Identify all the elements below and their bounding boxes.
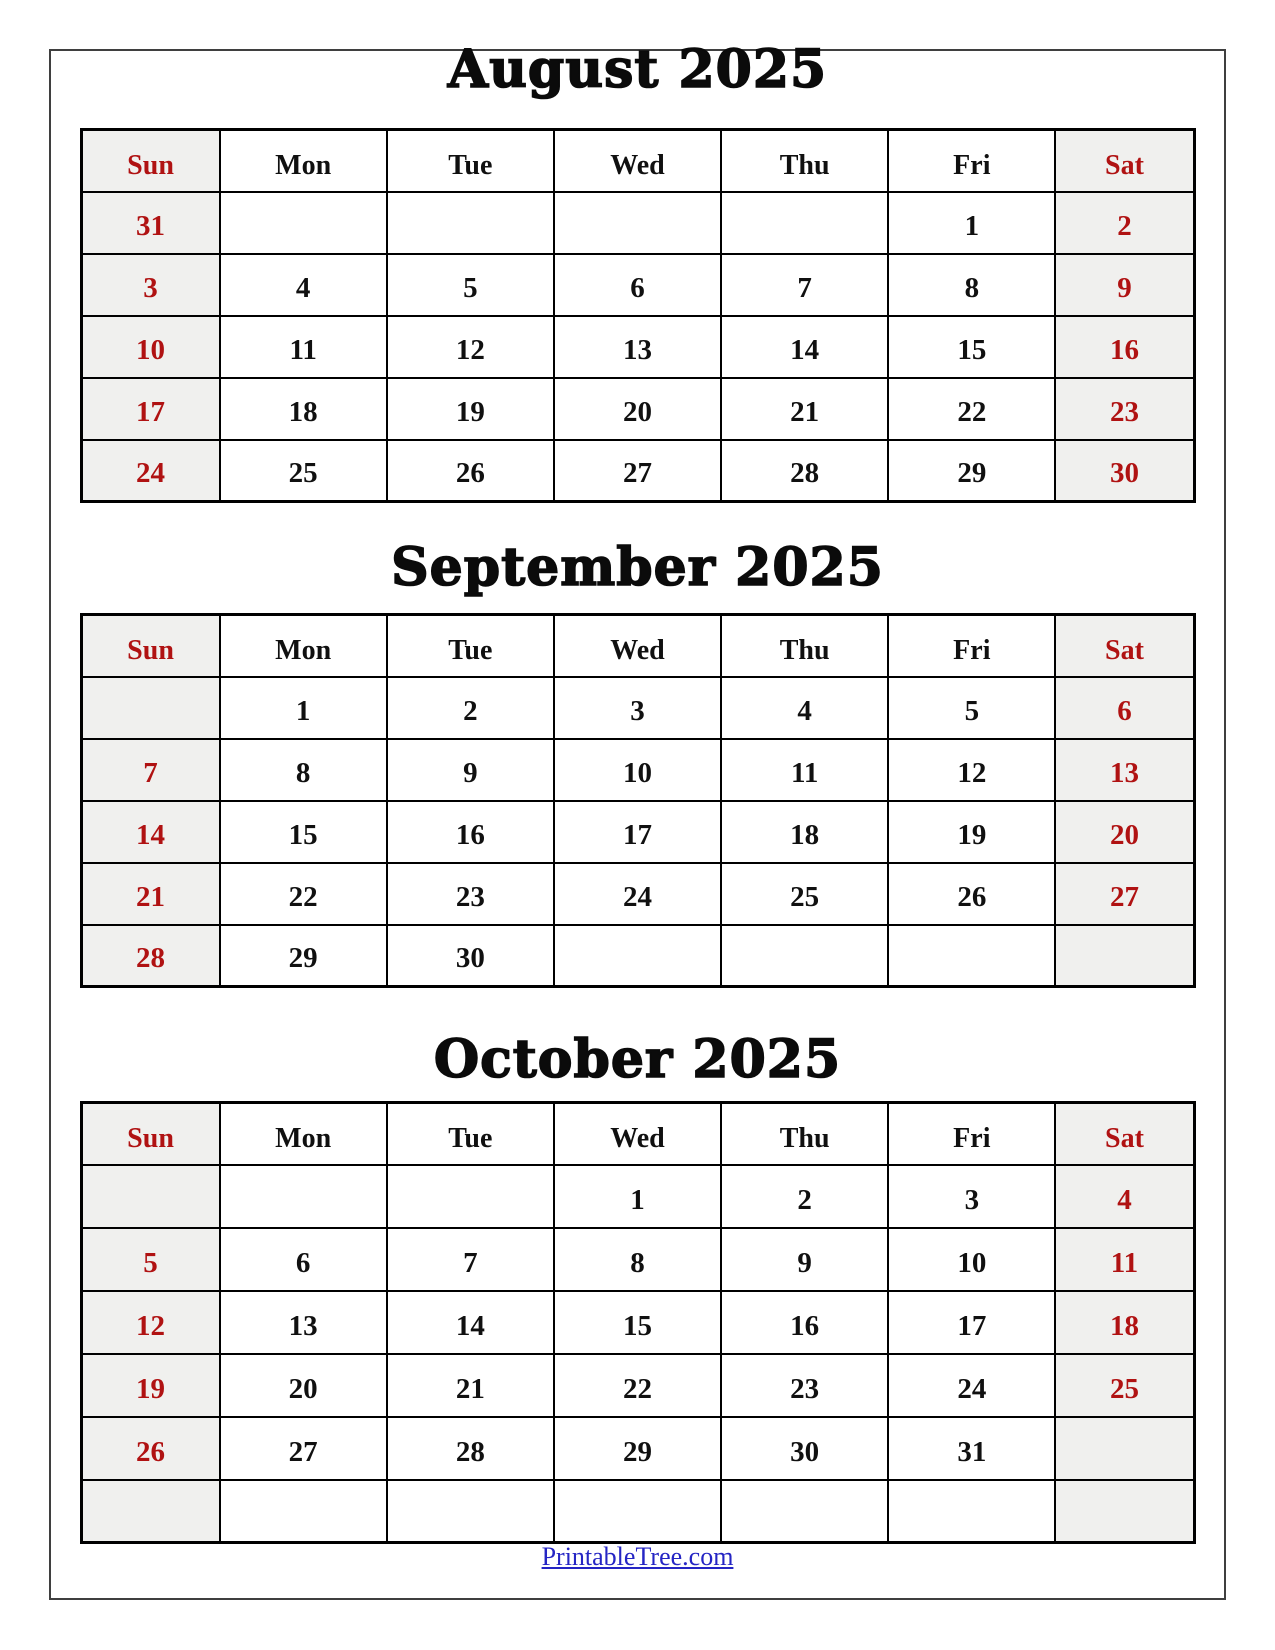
day-cell: 16 <box>387 801 554 863</box>
day-cell: 10 <box>554 739 721 801</box>
day-header-mon: Mon <box>220 1103 387 1165</box>
day-cell <box>81 1480 220 1543</box>
week-row <box>81 1480 1194 1543</box>
day-cell: 26 <box>387 440 554 502</box>
day-cell: 4 <box>1055 1165 1194 1228</box>
day-cell: 4 <box>721 677 888 739</box>
day-cell: 11 <box>721 739 888 801</box>
day-cell: 25 <box>220 440 387 502</box>
day-cell <box>554 925 721 987</box>
day-cell: 21 <box>81 863 220 925</box>
day-cell: 14 <box>387 1291 554 1354</box>
day-cell: 24 <box>554 863 721 925</box>
day-cell: 28 <box>387 1417 554 1480</box>
month-title: August 2025 <box>447 39 828 100</box>
day-cell: 21 <box>387 1354 554 1417</box>
day-header-tue: Tue <box>387 130 554 192</box>
day-header-sat: Sat <box>1055 615 1194 677</box>
day-cell: 23 <box>721 1354 888 1417</box>
day-cell: 1 <box>888 192 1055 254</box>
day-cell: 8 <box>888 254 1055 316</box>
week-row <box>81 316 1194 378</box>
day-header-sat: Sat <box>1055 130 1194 192</box>
day-cell: 10 <box>888 1228 1055 1291</box>
day-cell: 25 <box>1055 1354 1194 1417</box>
day-cell: 7 <box>81 739 220 801</box>
day-cell: 4 <box>220 254 387 316</box>
day-cell: 29 <box>220 925 387 987</box>
day-cell <box>554 1480 721 1543</box>
day-cell <box>387 192 554 254</box>
day-cell: 3 <box>81 254 220 316</box>
day-cell: 30 <box>387 925 554 987</box>
day-cell: 2 <box>721 1165 888 1228</box>
day-cell: 5 <box>888 677 1055 739</box>
day-cell: 25 <box>721 863 888 925</box>
day-cell: 22 <box>220 863 387 925</box>
day-cell: 31 <box>81 192 220 254</box>
day-cell <box>721 192 888 254</box>
day-cell <box>554 192 721 254</box>
day-header-tue: Tue <box>387 615 554 677</box>
day-cell: 26 <box>81 1417 220 1480</box>
day-cell: 12 <box>888 739 1055 801</box>
day-cell: 18 <box>1055 1291 1194 1354</box>
day-cell: 19 <box>81 1354 220 1417</box>
day-header-sun: Sun <box>81 615 220 677</box>
week-row <box>81 1165 1194 1228</box>
day-cell: 29 <box>888 440 1055 502</box>
day-cell: 6 <box>1055 677 1194 739</box>
day-header-tue: Tue <box>387 1103 554 1165</box>
day-header-row <box>81 130 1194 192</box>
week-row <box>81 440 1194 502</box>
day-cell: 7 <box>721 254 888 316</box>
month-title: October 2025 <box>433 1029 842 1090</box>
day-cell: 27 <box>554 440 721 502</box>
day-cell <box>888 1480 1055 1543</box>
day-cell: 17 <box>81 378 220 440</box>
month-title: September 2025 <box>391 537 884 598</box>
day-cell: 5 <box>387 254 554 316</box>
week-row <box>81 1417 1194 1480</box>
day-cell: 19 <box>888 801 1055 863</box>
day-cell: 12 <box>387 316 554 378</box>
day-cell: 3 <box>554 677 721 739</box>
day-header-sat: Sat <box>1055 1103 1194 1165</box>
week-row <box>81 192 1194 254</box>
day-header-sun: Sun <box>81 1103 220 1165</box>
week-row <box>81 801 1194 863</box>
day-cell: 22 <box>888 378 1055 440</box>
day-cell: 30 <box>1055 440 1194 502</box>
day-header-wed: Wed <box>554 615 721 677</box>
day-header-row <box>81 1103 1194 1165</box>
day-cell: 31 <box>888 1417 1055 1480</box>
day-header-wed: Wed <box>554 1103 721 1165</box>
day-header-thu: Thu <box>721 130 888 192</box>
day-cell: 20 <box>220 1354 387 1417</box>
day-cell: 14 <box>81 801 220 863</box>
day-header-sun: Sun <box>81 130 220 192</box>
day-cell: 9 <box>387 739 554 801</box>
day-cell: 6 <box>554 254 721 316</box>
day-cell: 12 <box>81 1291 220 1354</box>
day-cell: 20 <box>1055 801 1194 863</box>
day-cell: 3 <box>888 1165 1055 1228</box>
day-cell <box>387 1165 554 1228</box>
day-cell: 19 <box>387 378 554 440</box>
day-header-fri: Fri <box>888 1103 1055 1165</box>
day-header-mon: Mon <box>220 130 387 192</box>
day-cell <box>387 1480 554 1543</box>
day-cell: 28 <box>81 925 220 987</box>
day-cell: 21 <box>721 378 888 440</box>
day-cell <box>81 677 220 739</box>
day-cell: 26 <box>888 863 1055 925</box>
week-row <box>81 1228 1194 1291</box>
calendar-table <box>80 1101 1196 1544</box>
day-cell <box>1055 1480 1194 1543</box>
day-cell: 13 <box>220 1291 387 1354</box>
day-cell <box>721 1480 888 1543</box>
day-cell: 7 <box>387 1228 554 1291</box>
day-cell: 22 <box>554 1354 721 1417</box>
day-cell: 27 <box>220 1417 387 1480</box>
day-cell: 28 <box>721 440 888 502</box>
day-cell <box>1055 1417 1194 1480</box>
day-cell: 14 <box>721 316 888 378</box>
week-row <box>81 378 1194 440</box>
day-cell: 2 <box>1055 192 1194 254</box>
day-cell: 6 <box>220 1228 387 1291</box>
day-cell: 17 <box>888 1291 1055 1354</box>
day-cell: 23 <box>387 863 554 925</box>
calendar-table <box>80 128 1196 503</box>
day-cell: 13 <box>554 316 721 378</box>
day-cell: 15 <box>220 801 387 863</box>
day-cell <box>220 1165 387 1228</box>
week-row <box>81 1291 1194 1354</box>
day-cell: 1 <box>220 677 387 739</box>
day-cell: 20 <box>554 378 721 440</box>
day-cell: 10 <box>81 316 220 378</box>
day-cell <box>220 1480 387 1543</box>
day-cell: 17 <box>554 801 721 863</box>
day-cell: 16 <box>721 1291 888 1354</box>
day-header-thu: Thu <box>721 615 888 677</box>
day-cell: 30 <box>721 1417 888 1480</box>
day-cell: 8 <box>220 739 387 801</box>
day-header-row <box>81 615 1194 677</box>
day-header-fri: Fri <box>888 130 1055 192</box>
day-cell: 8 <box>554 1228 721 1291</box>
day-cell: 24 <box>81 440 220 502</box>
day-cell: 13 <box>1055 739 1194 801</box>
day-cell <box>1055 925 1194 987</box>
day-header-thu: Thu <box>721 1103 888 1165</box>
footer-link[interactable]: PrintableTree.com <box>541 1542 734 1571</box>
footer <box>0 1541 1275 1573</box>
day-cell: 24 <box>888 1354 1055 1417</box>
week-row <box>81 254 1194 316</box>
day-cell: 16 <box>1055 316 1194 378</box>
day-header-mon: Mon <box>220 615 387 677</box>
day-cell: 29 <box>554 1417 721 1480</box>
calendar-table <box>80 613 1196 988</box>
week-row <box>81 925 1194 987</box>
day-cell: 9 <box>721 1228 888 1291</box>
day-cell: 11 <box>1055 1228 1194 1291</box>
day-cell: 18 <box>220 378 387 440</box>
day-cell: 11 <box>220 316 387 378</box>
day-cell <box>220 192 387 254</box>
day-cell: 15 <box>888 316 1055 378</box>
day-cell: 2 <box>387 677 554 739</box>
day-cell: 15 <box>554 1291 721 1354</box>
week-row <box>81 677 1194 739</box>
day-cell: 5 <box>81 1228 220 1291</box>
day-cell <box>888 925 1055 987</box>
day-cell: 23 <box>1055 378 1194 440</box>
week-row <box>81 863 1194 925</box>
day-cell <box>721 925 888 987</box>
week-row <box>81 1354 1194 1417</box>
day-cell: 1 <box>554 1165 721 1228</box>
day-cell: 9 <box>1055 254 1194 316</box>
day-cell <box>81 1165 220 1228</box>
day-cell: 27 <box>1055 863 1194 925</box>
day-cell: 18 <box>721 801 888 863</box>
week-row <box>81 739 1194 801</box>
day-header-fri: Fri <box>888 615 1055 677</box>
day-header-wed: Wed <box>554 130 721 192</box>
